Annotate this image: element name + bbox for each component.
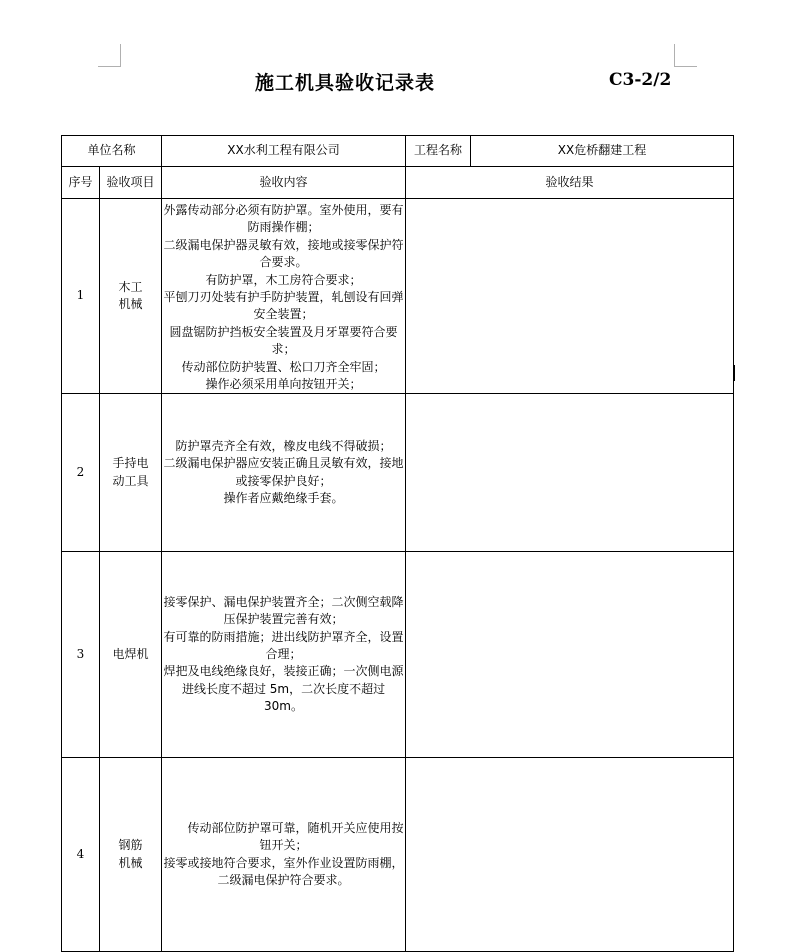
document-code: C3-2/2: [609, 70, 672, 90]
row-item-line: 机械: [118, 855, 143, 870]
row-content[interactable]: [162, 758, 406, 952]
page-corner-mark-left: [98, 44, 121, 67]
column-header-item: 验收项目: [100, 167, 162, 199]
content-line: 接零保护、漏电保护装置齐全；二次侧空载降压保护装置完善有效；: [163, 594, 404, 627]
content-line: 圆盘锯防护挡板安全装置及月牙罩要符合要求；: [169, 324, 398, 357]
column-header-result: 验收结果: [406, 167, 734, 199]
unit-name-label: 单位名称: [62, 136, 162, 167]
row-item: [100, 552, 162, 758]
row-item-line: 电焊机: [112, 647, 149, 662]
content-line: 二级漏电保护器应安装正确且灵敏有效，接地或接零保护良好；: [163, 456, 404, 488]
content-line: 二级漏电保护器灵敏有效，接地或接零保护符合要求。: [163, 237, 404, 270]
content-line: 平刨刀刃处装有护手防护装置，轧刨设有回弹安全装置；: [163, 289, 404, 322]
content-line: 传动部位防护罩可靠，随机开关应使用按钮开关；: [187, 821, 404, 853]
content-line: 传动部位防护装置、松口刀齐全牢固；: [181, 359, 386, 374]
content-line: 操作者应戴绝缘手套。: [223, 491, 344, 506]
column-header-content: 验收内容: [162, 167, 406, 199]
content-line: 接零或接地符合要求，室外作业设置防雨棚，二级漏电保护符合要求。: [163, 855, 404, 888]
row-content[interactable]: [162, 552, 406, 758]
inspection-record-table: [61, 135, 734, 952]
row-result[interactable]: [406, 394, 734, 552]
content-line: 有防护罩，木工房符合要求；: [205, 272, 362, 287]
table-row: [62, 552, 734, 758]
content-line: 有可靠的防雨措施；进出线防护罩齐全，设置合理；: [163, 629, 404, 662]
column-header-seq: 序号: [62, 167, 100, 199]
row-result[interactable]: [406, 199, 734, 394]
page-corner-mark-right: [674, 44, 697, 67]
row-result[interactable]: [406, 758, 734, 952]
row-item: [100, 199, 162, 394]
unit-name-value[interactable]: XX水利工程有限公司: [162, 136, 406, 167]
row-seq: 4: [62, 758, 100, 952]
row-content[interactable]: [162, 199, 406, 394]
row-item-line: 木工: [118, 279, 143, 294]
table-row: [62, 394, 734, 552]
row-item: [100, 758, 162, 952]
column-header-row: [62, 167, 734, 199]
row-seq: 1: [62, 199, 100, 394]
project-name-label: 工程名称: [406, 136, 471, 167]
row-item-line: 动工具: [112, 473, 149, 488]
project-name-value[interactable]: XX危桥翻建工程: [471, 136, 734, 167]
info-row: [62, 136, 734, 167]
content-line: 防护罩壳齐全有效，橡皮电线不得破损；: [175, 439, 392, 454]
row-item-line: 机械: [118, 297, 143, 312]
row-item-line: 钢筋: [118, 838, 143, 853]
table-row: [62, 199, 734, 394]
table-row: [62, 758, 734, 952]
row-seq: 2: [62, 394, 100, 552]
content-line: 焊把及电线绝缘良好，装接正确；一次侧电源进线长度不超过 5m，二次长度不超过 30m。: [163, 664, 404, 714]
row-item-line: 手持电: [112, 456, 149, 471]
row-result[interactable]: [406, 552, 734, 758]
document-title: 施工机具验收记录表: [254, 72, 435, 94]
row-item: [100, 394, 162, 552]
content-line: 操作必须采用单向按钮开关；: [205, 376, 362, 391]
row-content[interactable]: [162, 394, 406, 552]
content-line: 外露传动部分必须有防护罩。室外使用，要有防雨操作棚；: [163, 203, 404, 235]
row-seq: 3: [62, 552, 100, 758]
text-cursor: [734, 365, 735, 381]
